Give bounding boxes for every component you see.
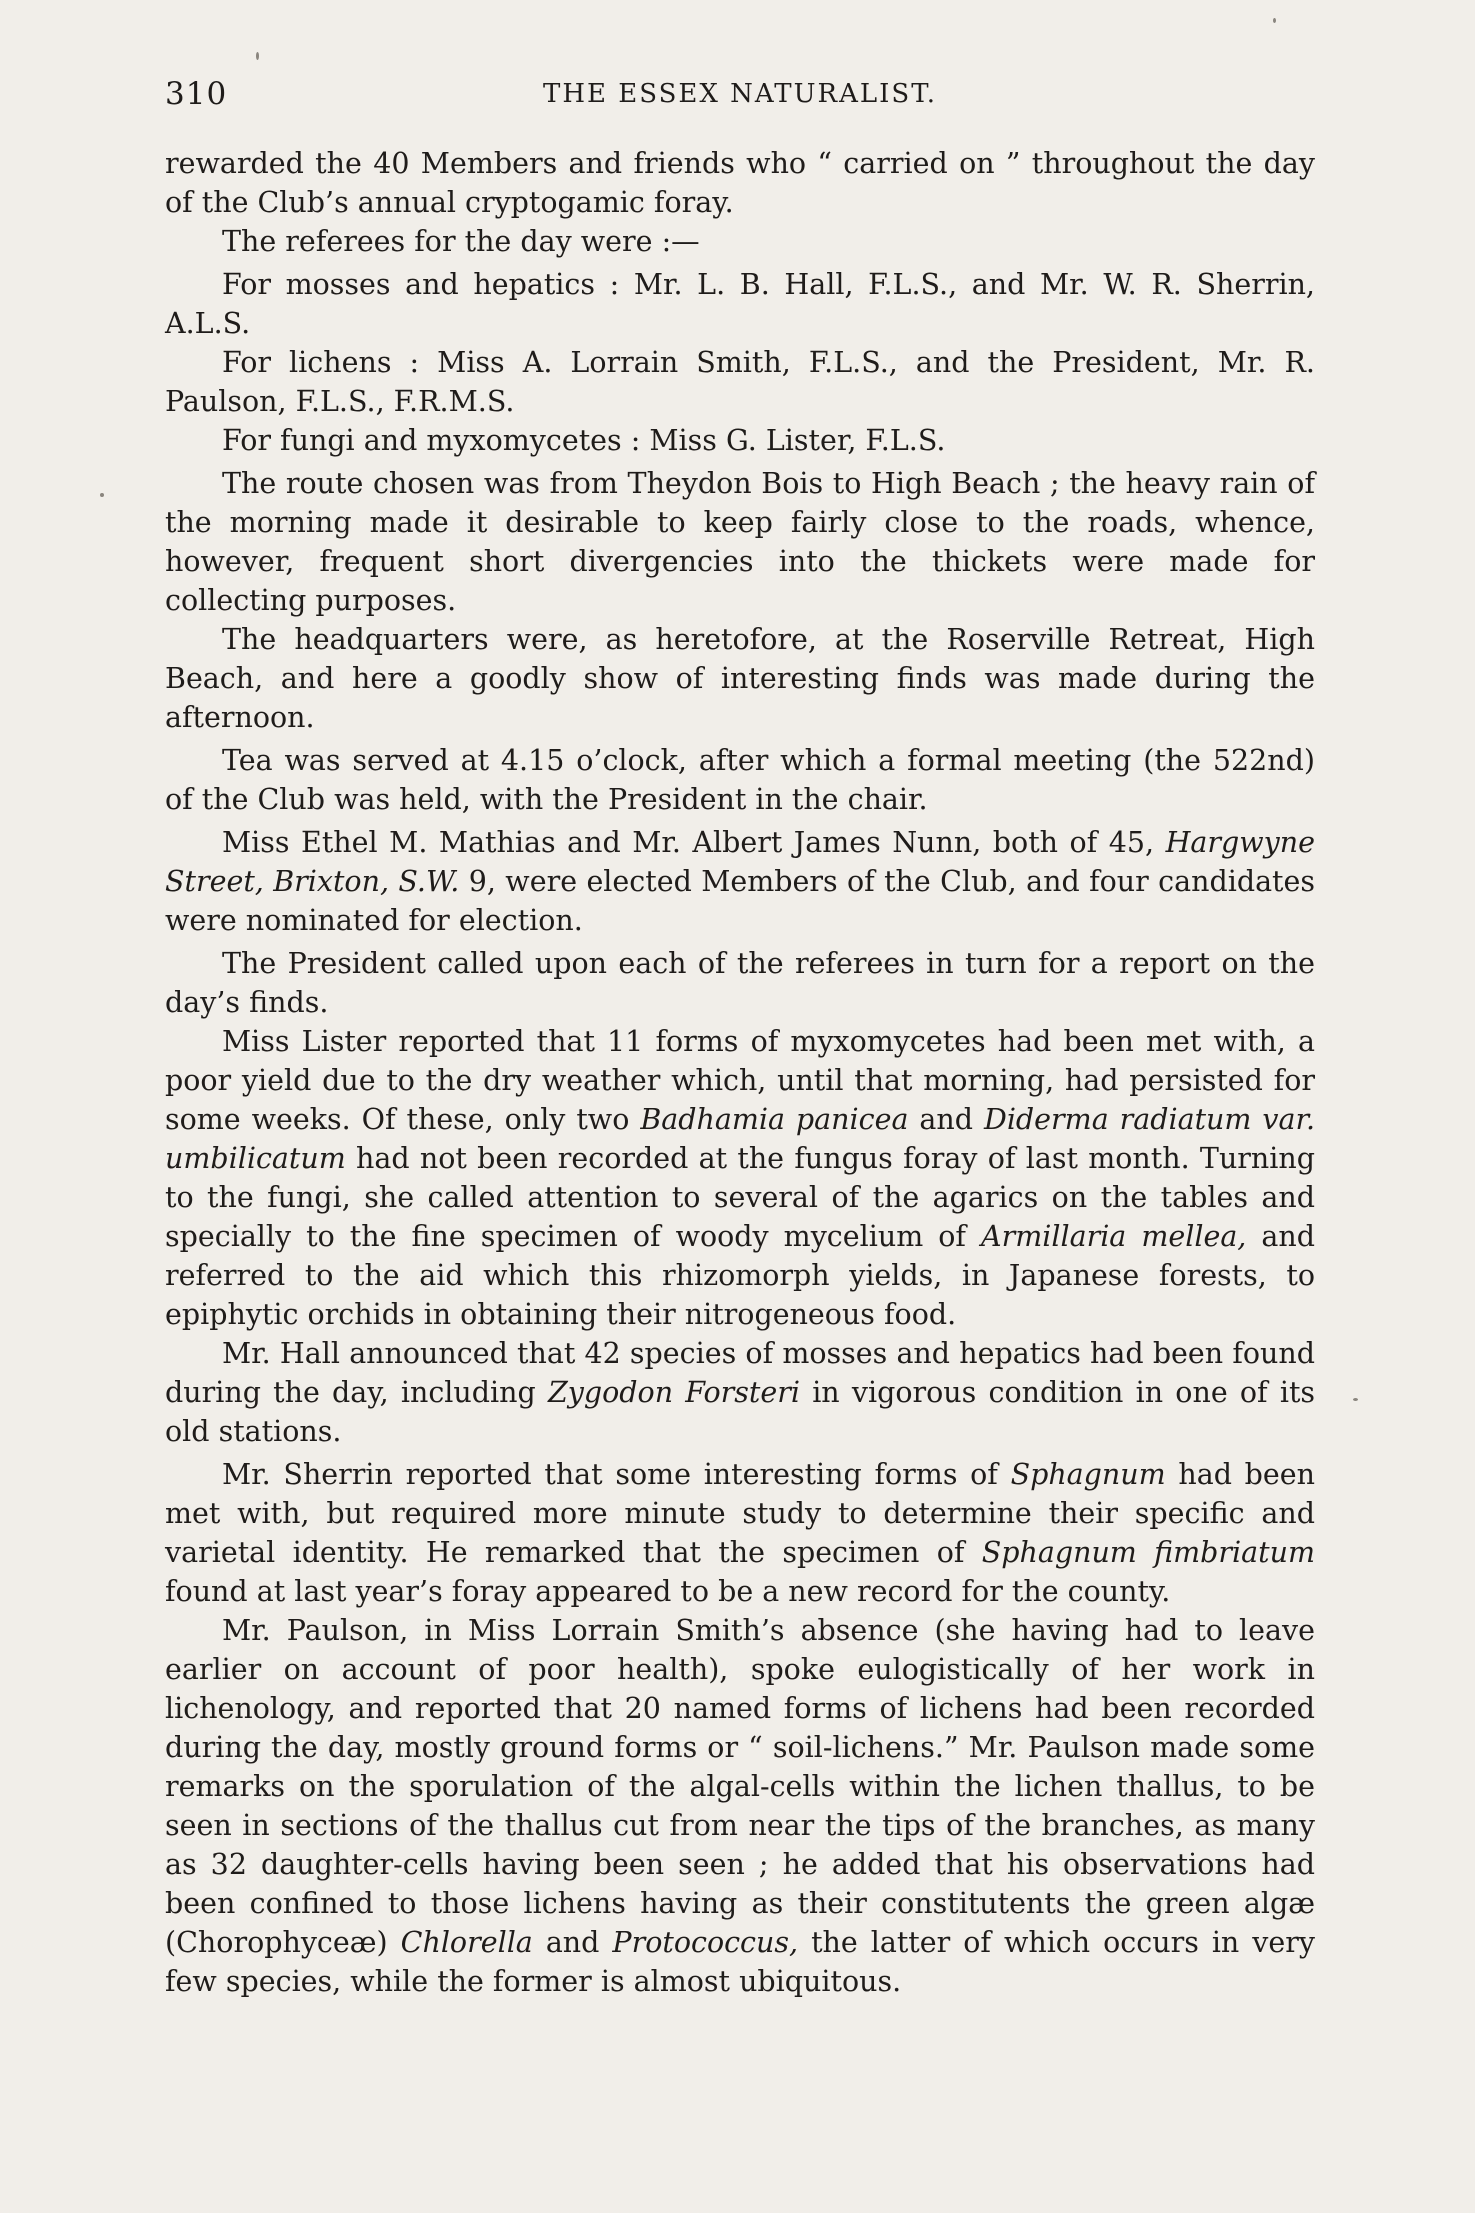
- paragraph-lister-report: [165, 1022, 1315, 1334]
- paragraph-referee-reports: [165, 944, 1315, 1022]
- paragraph-9-text-c: 9, were elected Members of the Club, and four candidates were nominated for election.: [165, 865, 1316, 937]
- paragraph-9-text-a: Miss Ethel M. Mathias and Mr. Albert James Nunn, both of 45,: [222, 826, 1155, 859]
- page-number: 310: [165, 76, 228, 112]
- species-badhamia: Badhamia panicea: [640, 1103, 909, 1136]
- paragraph-referees-lichens: [165, 343, 1315, 421]
- body-text: [165, 144, 1315, 2001]
- paragraph-5-text: For fungi and myxomycetes : Miss G. Lister, F.L.S.: [222, 424, 946, 457]
- paragraph-14-text-e: the latter of which occurs in very few species, while the former is almost ubiquitous.: [165, 1926, 1315, 1998]
- species-protococcus: Protococcus,: [612, 1926, 799, 1959]
- paragraph-sherrin-report: [165, 1455, 1315, 1611]
- paragraph-6-text: The route chosen was from Theydon Bois to High Beach ; the heavy rain of the morning made it desirable to keep fairly close to the roads, whence, however, frequent short divergencies into the thickets were made for collecting purposes.: [165, 467, 1315, 617]
- paragraph-12-text-a: Mr. Hall announced that 42 species of mosses and hepatics had been found during the day, including: [165, 1337, 1315, 1409]
- page-header: [165, 76, 1315, 116]
- paragraph-12-text-c: in vigorous condition in one of its old stations.: [165, 1376, 1316, 1448]
- paragraph-2: [165, 222, 1315, 261]
- paragraph-1-text: rewarded the 40 Members and friends who “ carried on ” throughout the day of the Club’s annual cryptogamic foray.: [165, 147, 1315, 219]
- species-chlorella: Chlorella: [400, 1926, 533, 1959]
- paragraph-9-address: Hargwyne Street, Brixton, S.W.: [165, 826, 1316, 898]
- paragraph-11-text-e: had not been recorded at the fungus foray of last month. Turning to the fungi, she called attention to several of the agarics on the tables and specially to the fine specimen of woody mycelium of: [165, 1142, 1315, 1253]
- paragraph-headquarters: [165, 620, 1315, 737]
- paragraph-10-text: The President called upon each of the referees in turn for a report on the day’s finds.: [165, 947, 1315, 1019]
- species-diderma: Diderma radiatum var. umbilicatum: [165, 1103, 1316, 1175]
- paper-speck: [256, 52, 259, 60]
- paragraph-paulson-report: [165, 1611, 1315, 2001]
- paragraph-11-text-g: and referred to the aid which this rhizomorph yields, in Japanese forests, to epiphytic orchids in obtaining their nitrogeneous food.: [165, 1220, 1315, 1331]
- paper-speck: [100, 493, 104, 497]
- paragraph-14-text-a: Mr. Paulson, in Miss Lorrain Smith’s absence (she having had to leave earlier on account of poor health), spoke eulogistically of her work in lichenology, and reported that 20 named forms of lichens had been recorded during the day, mostly ground forms or “ soil-lichens.” Mr. Paulson made some remarks on the sporulation of the algal-cells within the lichen thallus, to be seen in sections of the thallus cut from near the tips of the branches, as many as 32 daughter-cells having been seen ; he added that his observations had been confined to those lichens having as their constitutents the green algæ (Chorophyceæ): [165, 1614, 1315, 1959]
- species-armillaria: Armillaria mellea,: [981, 1220, 1247, 1253]
- paragraph-14-text-c: and: [545, 1926, 600, 1959]
- paragraph-tea: [165, 741, 1315, 819]
- running-title: THE ESSEX NATURALIST.: [542, 79, 937, 109]
- species-sphagnum-fimbriatum: Sphagnum fimbriatum: [981, 1536, 1315, 1569]
- paragraph-4-text: For lichens : Miss A. Lorrain Smith, F.L.S., and the President, Mr. R. Paulson, F.L.S., F.R.M.S.: [165, 346, 1315, 418]
- species-sphagnum: Sphagnum: [1010, 1458, 1166, 1491]
- paragraph-13-text-c: had been met with, but required more minute study to determine their specific and varietal identity. He remarked that the specimen of: [165, 1458, 1315, 1569]
- paragraph-3-text: For mosses and hepatics : Mr. L. B. Hall, F.L.S., and Mr. W. R. Sherrin, A.L.S.: [165, 268, 1315, 340]
- paragraph-2-text: The referees for the day were :—: [222, 225, 700, 258]
- paragraph-referees-mosses: [165, 265, 1315, 343]
- paragraph-13-text-e: found at last year’s foray appeared to be a new record for the county.: [165, 1575, 1171, 1608]
- paragraph-11-text-c: and: [919, 1103, 974, 1136]
- paragraph-11-text-a: Miss Lister reported that 11 forms of myxomycetes had been met with, a poor yield due to the dry weather which, until that morning, had persisted for some weeks. Of these, only two: [165, 1025, 1315, 1136]
- paragraph-referees-fungi: [165, 421, 1315, 460]
- paragraph-new-members: [165, 823, 1315, 940]
- paragraph-13-text-a: Mr. Sherrin reported that some interesting forms of: [222, 1458, 998, 1491]
- species-zygodon: Zygodon Forsteri: [547, 1376, 800, 1409]
- paragraph-hall-report: [165, 1334, 1315, 1451]
- paper-speck: [1353, 1398, 1358, 1401]
- paragraph-7-text: The headquarters were, as heretofore, at the Roserville Retreat, High Beach, and here a goodly show of interesting finds was made during the afternoon.: [165, 623, 1315, 734]
- paragraph-route: [165, 464, 1315, 620]
- paragraph-8-text: Tea was served at 4.15 o’clock, after which a formal meeting (the 522nd) of the Club was held, with the President in the chair.: [165, 744, 1315, 816]
- paragraph-1: [165, 144, 1315, 222]
- paper-speck: [1273, 18, 1276, 23]
